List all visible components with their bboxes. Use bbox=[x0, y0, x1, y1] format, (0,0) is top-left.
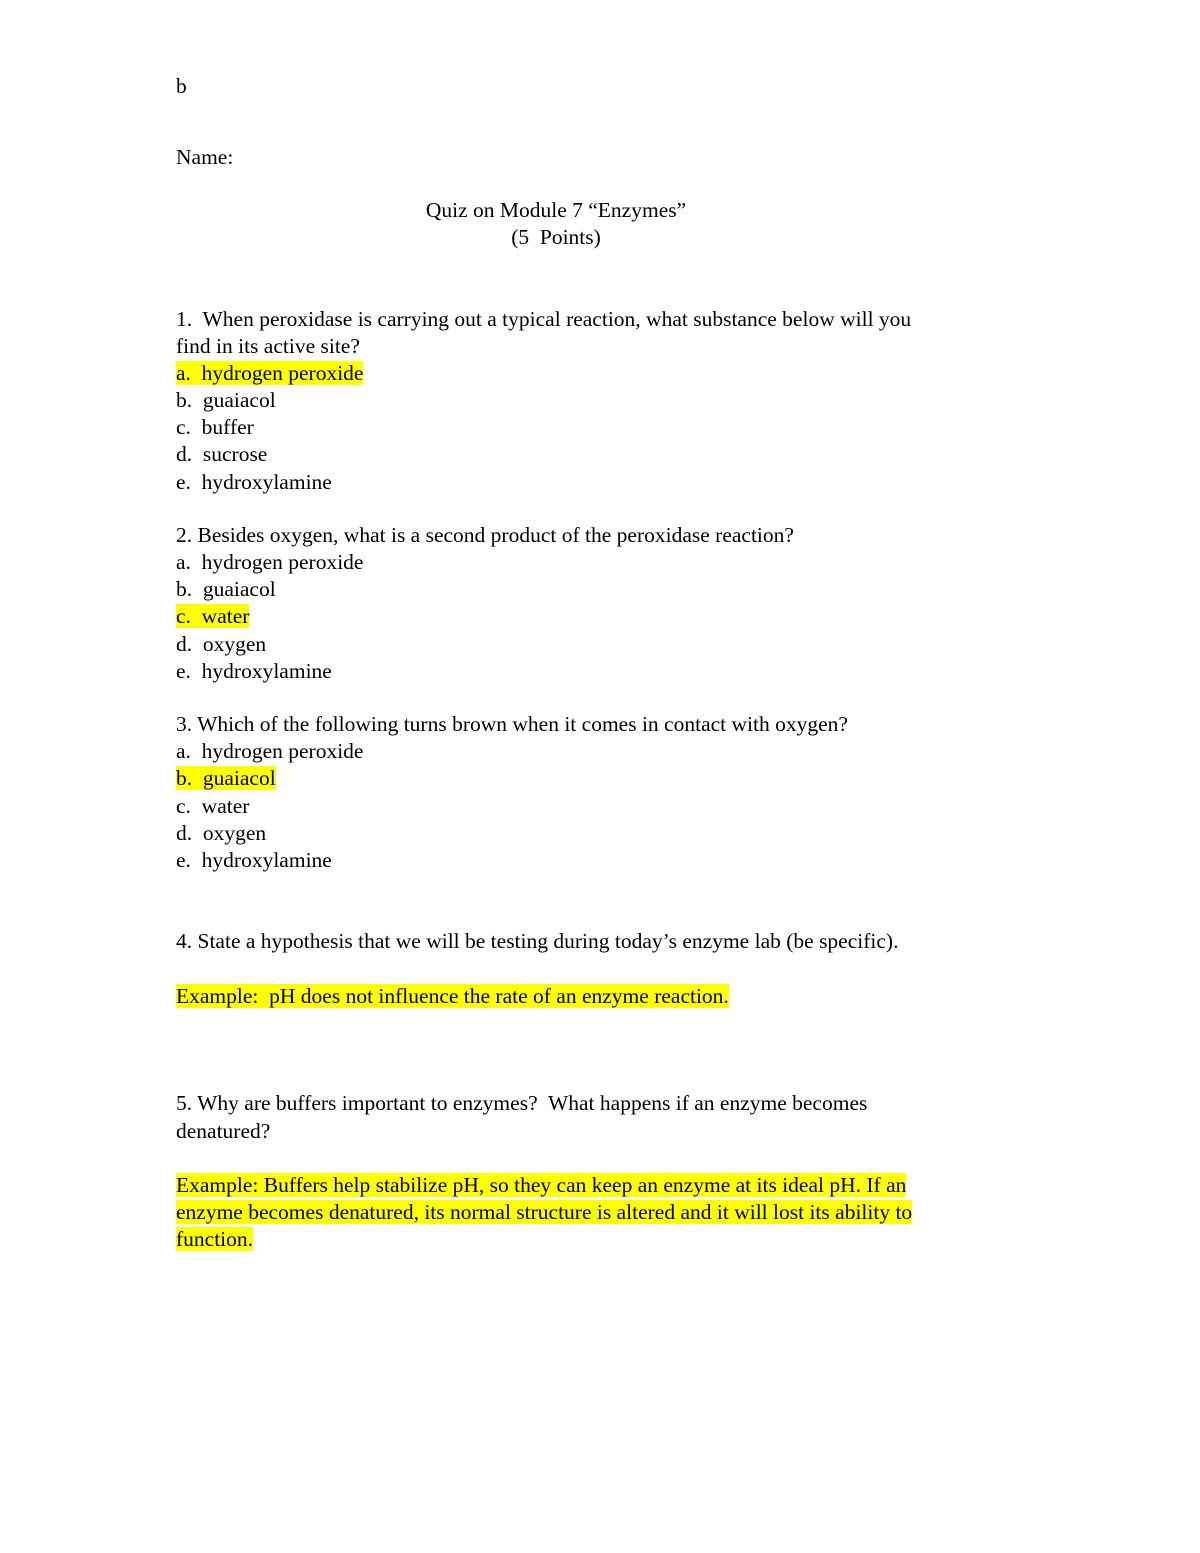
highlighted-answer: a. hydrogen peroxide bbox=[176, 361, 364, 385]
q2-option-b: b. guaiacol bbox=[176, 577, 276, 601]
question-4-text: 4. State a hypothesis that we will be testing during today’s enzyme lab (be specific). bbox=[176, 929, 899, 953]
q1-option-c: c. buffer bbox=[176, 415, 254, 439]
q1-option-e: e. hydroxylamine bbox=[176, 470, 332, 494]
question-5-text-cont: denatured? bbox=[176, 1119, 271, 1143]
q2-option-d: d. oxygen bbox=[176, 632, 267, 656]
q2-option-e: e. hydroxylamine bbox=[176, 659, 332, 683]
q5-answer-line-3 bbox=[176, 1226, 253, 1253]
quiz-points: (5 Points) bbox=[511, 225, 601, 249]
q5-answer-line-1 bbox=[176, 1172, 906, 1199]
quiz-title: Quiz on Module 7 “Enzymes” bbox=[425, 198, 687, 222]
highlighted-answer: b. guaiacol bbox=[176, 766, 276, 790]
highlighted-answer: function. bbox=[176, 1227, 254, 1251]
q3-option-b bbox=[176, 765, 276, 792]
q2-option-a: a. hydrogen peroxide bbox=[176, 550, 364, 574]
highlighted-answer: Example: pH does not influence the rate of an enzyme reaction. bbox=[176, 984, 729, 1008]
q3-option-a: a. hydrogen peroxide bbox=[176, 739, 364, 763]
q1-option-d: d. sucrose bbox=[176, 442, 268, 466]
header-mark: b bbox=[176, 74, 187, 98]
q1-option-a bbox=[176, 360, 363, 387]
q5-answer-line-2 bbox=[176, 1199, 912, 1226]
name-label: Name: bbox=[176, 145, 234, 169]
q3-option-c: c. water bbox=[176, 794, 250, 818]
highlighted-answer: Example: Buffers help stabilize pH, so they can keep an enzyme at its ideal pH. If an bbox=[176, 1173, 907, 1197]
question-2-text: 2. Besides oxygen, what is a second product of the peroxidase reaction? bbox=[176, 523, 794, 547]
highlighted-answer: enzyme becomes denatured, its normal structure is altered and it will lost its ability to bbox=[176, 1200, 913, 1224]
question-3-text: 3. Which of the following turns brown when it comes in contact with oxygen? bbox=[176, 712, 848, 736]
q2-option-c bbox=[176, 603, 249, 630]
highlighted-answer: c. water bbox=[176, 604, 250, 628]
q3-option-e: e. hydroxylamine bbox=[176, 848, 332, 872]
q1-option-b: b. guaiacol bbox=[176, 388, 276, 412]
q4-answer bbox=[176, 983, 729, 1010]
question-1-text: 1. When peroxidase is carrying out a typical reaction, what substance below will you bbox=[176, 307, 912, 331]
question-1-text-cont: find in its active site? bbox=[176, 334, 360, 358]
question-5-text: 5. Why are buffers important to enzymes? What happens if an enzyme becomes bbox=[176, 1091, 868, 1115]
q3-option-d: d. oxygen bbox=[176, 821, 267, 845]
